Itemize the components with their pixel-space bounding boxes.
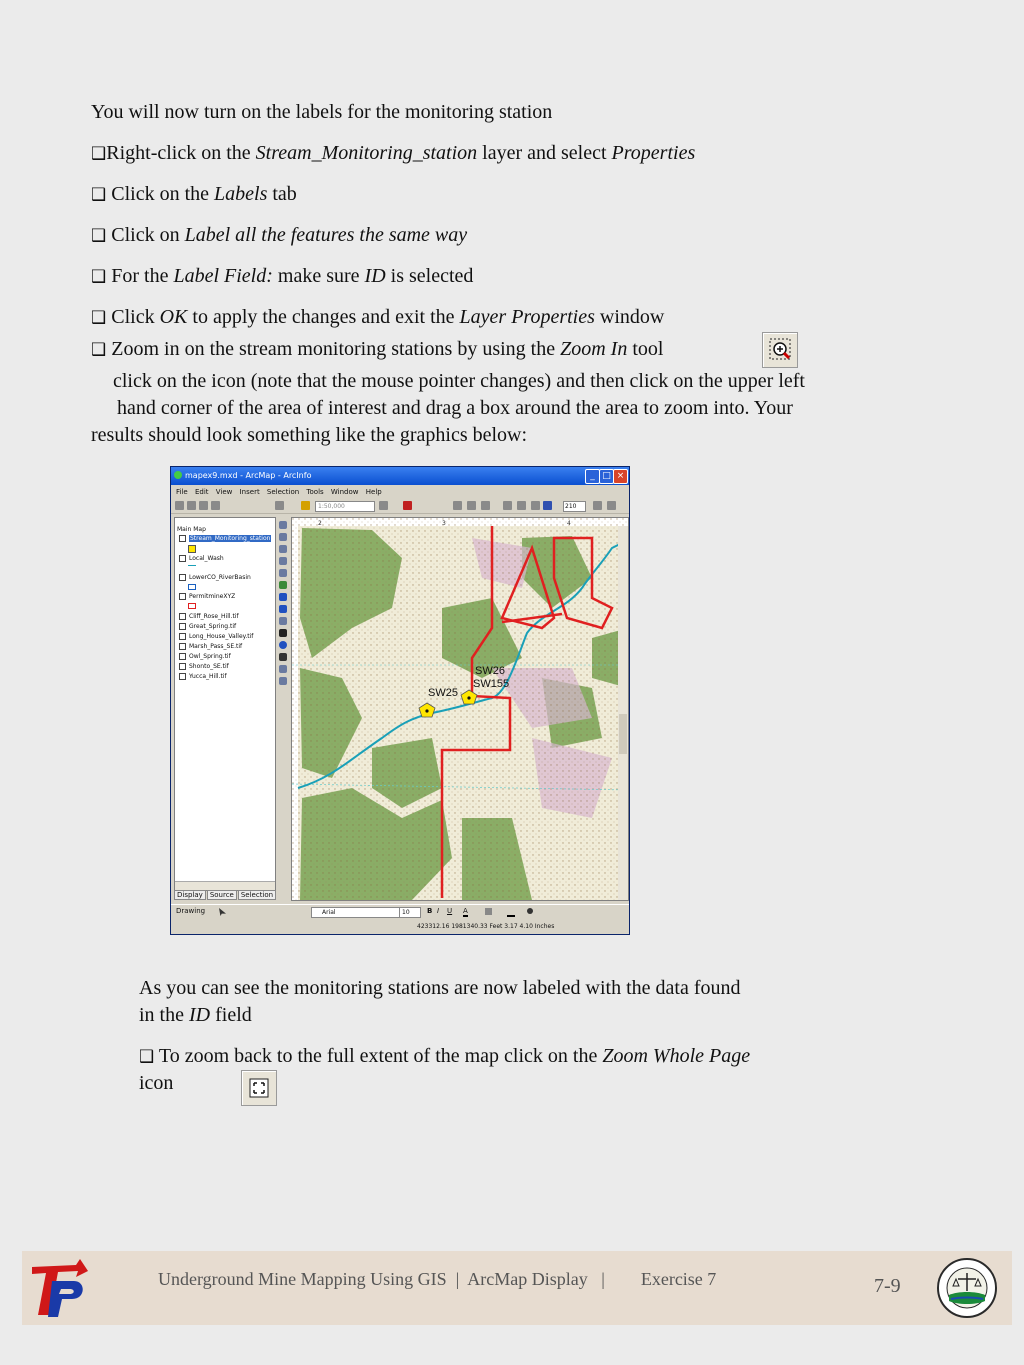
stream-symbol-icon xyxy=(188,565,196,566)
zoom-whole-page-small-icon[interactable] xyxy=(503,501,512,510)
topographic-map xyxy=(292,518,628,900)
menu-help[interactable]: Help xyxy=(365,488,382,496)
font-size-select[interactable]: 10 xyxy=(399,907,421,918)
status-coordinates: 423312.16 1981340.33 Feet 3.17 4.10 Inches xyxy=(417,923,555,930)
fixed-zoom-icon[interactable] xyxy=(517,501,526,510)
full-extent-icon[interactable] xyxy=(279,581,287,589)
layer-yucca-hill[interactable]: Yucca_Hill.tif xyxy=(179,673,227,680)
identify-icon[interactable] xyxy=(279,641,287,649)
instruction-line-2: hand corner of the area of interest and drag a box around the area to zoom into. Your xyxy=(117,397,793,419)
svg-text:3: 3 xyxy=(442,520,446,527)
checkbox-icon: ❑ xyxy=(91,340,107,360)
find-icon[interactable] xyxy=(279,653,287,661)
arcmap-title-bar xyxy=(171,467,629,485)
layout-zoom-icon[interactable] xyxy=(467,501,476,510)
permit-symbol-icon xyxy=(188,603,196,609)
menu-edit[interactable]: Edit xyxy=(194,488,209,496)
step-zoom-in: ❑ Zoom in on the stream monitoring stations by using the Zoom In tool xyxy=(91,338,664,360)
tab-source[interactable]: Source xyxy=(207,890,237,900)
svg-text:SW26: SW26 xyxy=(475,665,505,677)
svg-text:SW155: SW155 xyxy=(473,678,510,690)
checkbox-icon: ❑ xyxy=(139,1047,155,1067)
select-elements-pointer-icon[interactable] xyxy=(219,908,226,916)
measure-icon[interactable] xyxy=(279,665,287,673)
tools-toolbar xyxy=(277,517,289,889)
layer-owl-spring[interactable]: Owl_Spring.tif xyxy=(179,653,231,660)
layer-great-spring[interactable]: Great_Spring.tif xyxy=(179,623,236,630)
line-color-icon[interactable] xyxy=(507,908,515,917)
toc-title: Main Map xyxy=(177,526,206,533)
instruction-line-3: results should look something like the graphics below: xyxy=(91,424,528,446)
layer-stream-monitoring-station[interactable]: Stream_Monitoring_station xyxy=(179,535,271,542)
note-icon-word: icon xyxy=(139,1072,174,1094)
osm-seal-logo xyxy=(936,1257,998,1319)
select-features-icon[interactable] xyxy=(279,617,287,625)
menu-view[interactable]: View xyxy=(215,488,233,496)
save-icon[interactable] xyxy=(199,501,208,510)
toc-tabs xyxy=(174,891,277,902)
tab-display[interactable]: Display xyxy=(174,890,206,900)
layer-marsh-pass-se[interactable]: Marsh_Pass_SE.tif xyxy=(179,643,242,650)
menu-file[interactable]: File xyxy=(176,488,188,496)
drawing-menu[interactable]: Drawing xyxy=(176,907,206,915)
arcmap-menu-bar xyxy=(171,486,629,498)
zoom-out-icon[interactable] xyxy=(279,533,287,541)
back-extent-icon[interactable] xyxy=(279,593,287,601)
layer-lowerco-riverbasin[interactable]: LowerCO_RiverBasin xyxy=(179,574,251,581)
layer-local-wash[interactable]: Local_Wash xyxy=(179,555,224,562)
zoom-in-icon[interactable] xyxy=(279,521,287,529)
step-properties: ❑Right-click on the Stream_Monitoring_station layer and select Properties xyxy=(91,142,696,164)
underline-icon[interactable]: U xyxy=(447,907,453,915)
table-of-contents xyxy=(174,517,276,891)
scale-select[interactable]: 1:50,000 xyxy=(315,501,375,512)
menu-insert[interactable]: Insert xyxy=(239,488,260,496)
checkbox-icon: ❑ xyxy=(91,144,107,164)
forward-extent-icon[interactable] xyxy=(279,605,287,613)
arcmap-window-screenshot xyxy=(170,466,630,935)
station-symbol-icon xyxy=(188,545,196,553)
marker-color-icon[interactable] xyxy=(527,908,533,914)
select-elements-icon[interactable] xyxy=(279,629,287,637)
checkbox-icon: ❑ xyxy=(91,226,107,246)
menu-window[interactable]: Window xyxy=(330,488,359,496)
menu-selection[interactable]: Selection xyxy=(266,488,300,496)
bold-icon[interactable]: B xyxy=(427,907,433,915)
minimize-icon[interactable]: _ xyxy=(585,469,600,484)
step-ok: ❑ Click OK to apply the changes and exit the Layer Properties window xyxy=(91,306,665,328)
step-label-all: ❑ Click on Label all the features the same way xyxy=(91,224,468,246)
layer-shonto-se[interactable]: Shonto_SE.tif xyxy=(179,663,229,670)
svg-text:4: 4 xyxy=(567,520,571,527)
font-select[interactable]: Arial xyxy=(311,907,405,918)
drawing-toolbar xyxy=(171,904,629,919)
hyperlink-icon[interactable] xyxy=(279,677,287,685)
footer-text: Underground Mine Mapping Using GIS | ArcMap Display | Exercise 7 xyxy=(158,1269,717,1289)
zoom-whole-page-icon[interactable] xyxy=(241,1070,277,1106)
layout-tool-icon-2[interactable] xyxy=(607,501,616,510)
add-data-icon[interactable] xyxy=(301,501,310,510)
basin-symbol-icon xyxy=(188,584,196,590)
pan-icon[interactable] xyxy=(279,569,287,577)
globe-icon xyxy=(174,471,182,479)
arctoolbox-icon[interactable] xyxy=(403,501,412,510)
undo-icon[interactable] xyxy=(275,501,284,510)
checkbox-icon: ❑ xyxy=(91,308,107,328)
arcmap-title: mapex9.mxd - ArcMap - ArcInfo xyxy=(185,471,312,480)
new-icon[interactable] xyxy=(175,501,184,510)
fixed-zoom-in-icon[interactable] xyxy=(279,545,287,553)
print-icon[interactable] xyxy=(211,501,220,510)
zoom-in-tool-icon[interactable] xyxy=(762,332,798,368)
layer-cliff-rose-hill[interactable]: Cliff_Rose_Hill.tif xyxy=(179,613,239,620)
menu-tools[interactable]: Tools xyxy=(306,488,324,496)
svg-text:2: 2 xyxy=(318,520,322,527)
italic-icon[interactable]: I xyxy=(437,907,440,915)
layout-icon[interactable] xyxy=(453,501,462,510)
prev-extent-icon[interactable] xyxy=(531,501,540,510)
standard-toolbar xyxy=(171,499,629,514)
open-icon[interactable] xyxy=(187,501,196,510)
checkbox-icon: ❑ xyxy=(91,267,107,287)
footer-bar xyxy=(22,1251,1012,1325)
instruction-line-1: click on the icon (note that the mouse pointer changes) and then click on the upper left xyxy=(113,370,805,392)
status-bar xyxy=(171,920,629,933)
toc-horizontal-scrollbar[interactable] xyxy=(175,881,275,890)
tips-logo xyxy=(28,1257,90,1319)
tab-selection[interactable]: Selection xyxy=(238,890,276,900)
note-labeled-line-2: in the ID field xyxy=(139,1004,252,1026)
intro-text: You will now turn on the labels for the monitoring station xyxy=(91,101,553,123)
close-icon[interactable]: × xyxy=(613,469,628,484)
note-labeled-line-1: As you can see the monitoring stations are now labeled with the data found xyxy=(139,977,741,999)
step-labels-tab: ❑ Click on the Labels tab xyxy=(91,183,297,205)
zoom-percent-select[interactable]: 210 xyxy=(563,501,586,512)
note-zoom-whole-page: ❑ To zoom back to the full extent of the map click on the Zoom Whole Page xyxy=(139,1045,751,1067)
layer-permitminexyz[interactable]: PermitmineXYZ xyxy=(179,593,235,600)
font-color-icon[interactable]: A xyxy=(463,907,468,915)
step-label-field: ❑ For the Label Field: make sure ID is selected xyxy=(91,265,474,287)
map-display[interactable] xyxy=(291,517,629,901)
maximize-icon[interactable]: □ xyxy=(599,469,614,484)
fixed-zoom-out-icon[interactable] xyxy=(279,557,287,565)
editor-icon[interactable] xyxy=(379,501,388,510)
fill-color-icon[interactable] xyxy=(485,908,492,915)
layout-pan-icon[interactable] xyxy=(481,501,490,510)
layout-toggle-icon[interactable] xyxy=(543,501,552,510)
checkbox-icon: ❑ xyxy=(91,185,107,205)
layout-tool-icon[interactable] xyxy=(593,501,602,510)
page-number: 7-9 xyxy=(874,1275,901,1297)
layer-long-house-valley[interactable]: Long_House_Valley.tif xyxy=(179,633,253,640)
svg-text:SW25: SW25 xyxy=(428,687,458,699)
